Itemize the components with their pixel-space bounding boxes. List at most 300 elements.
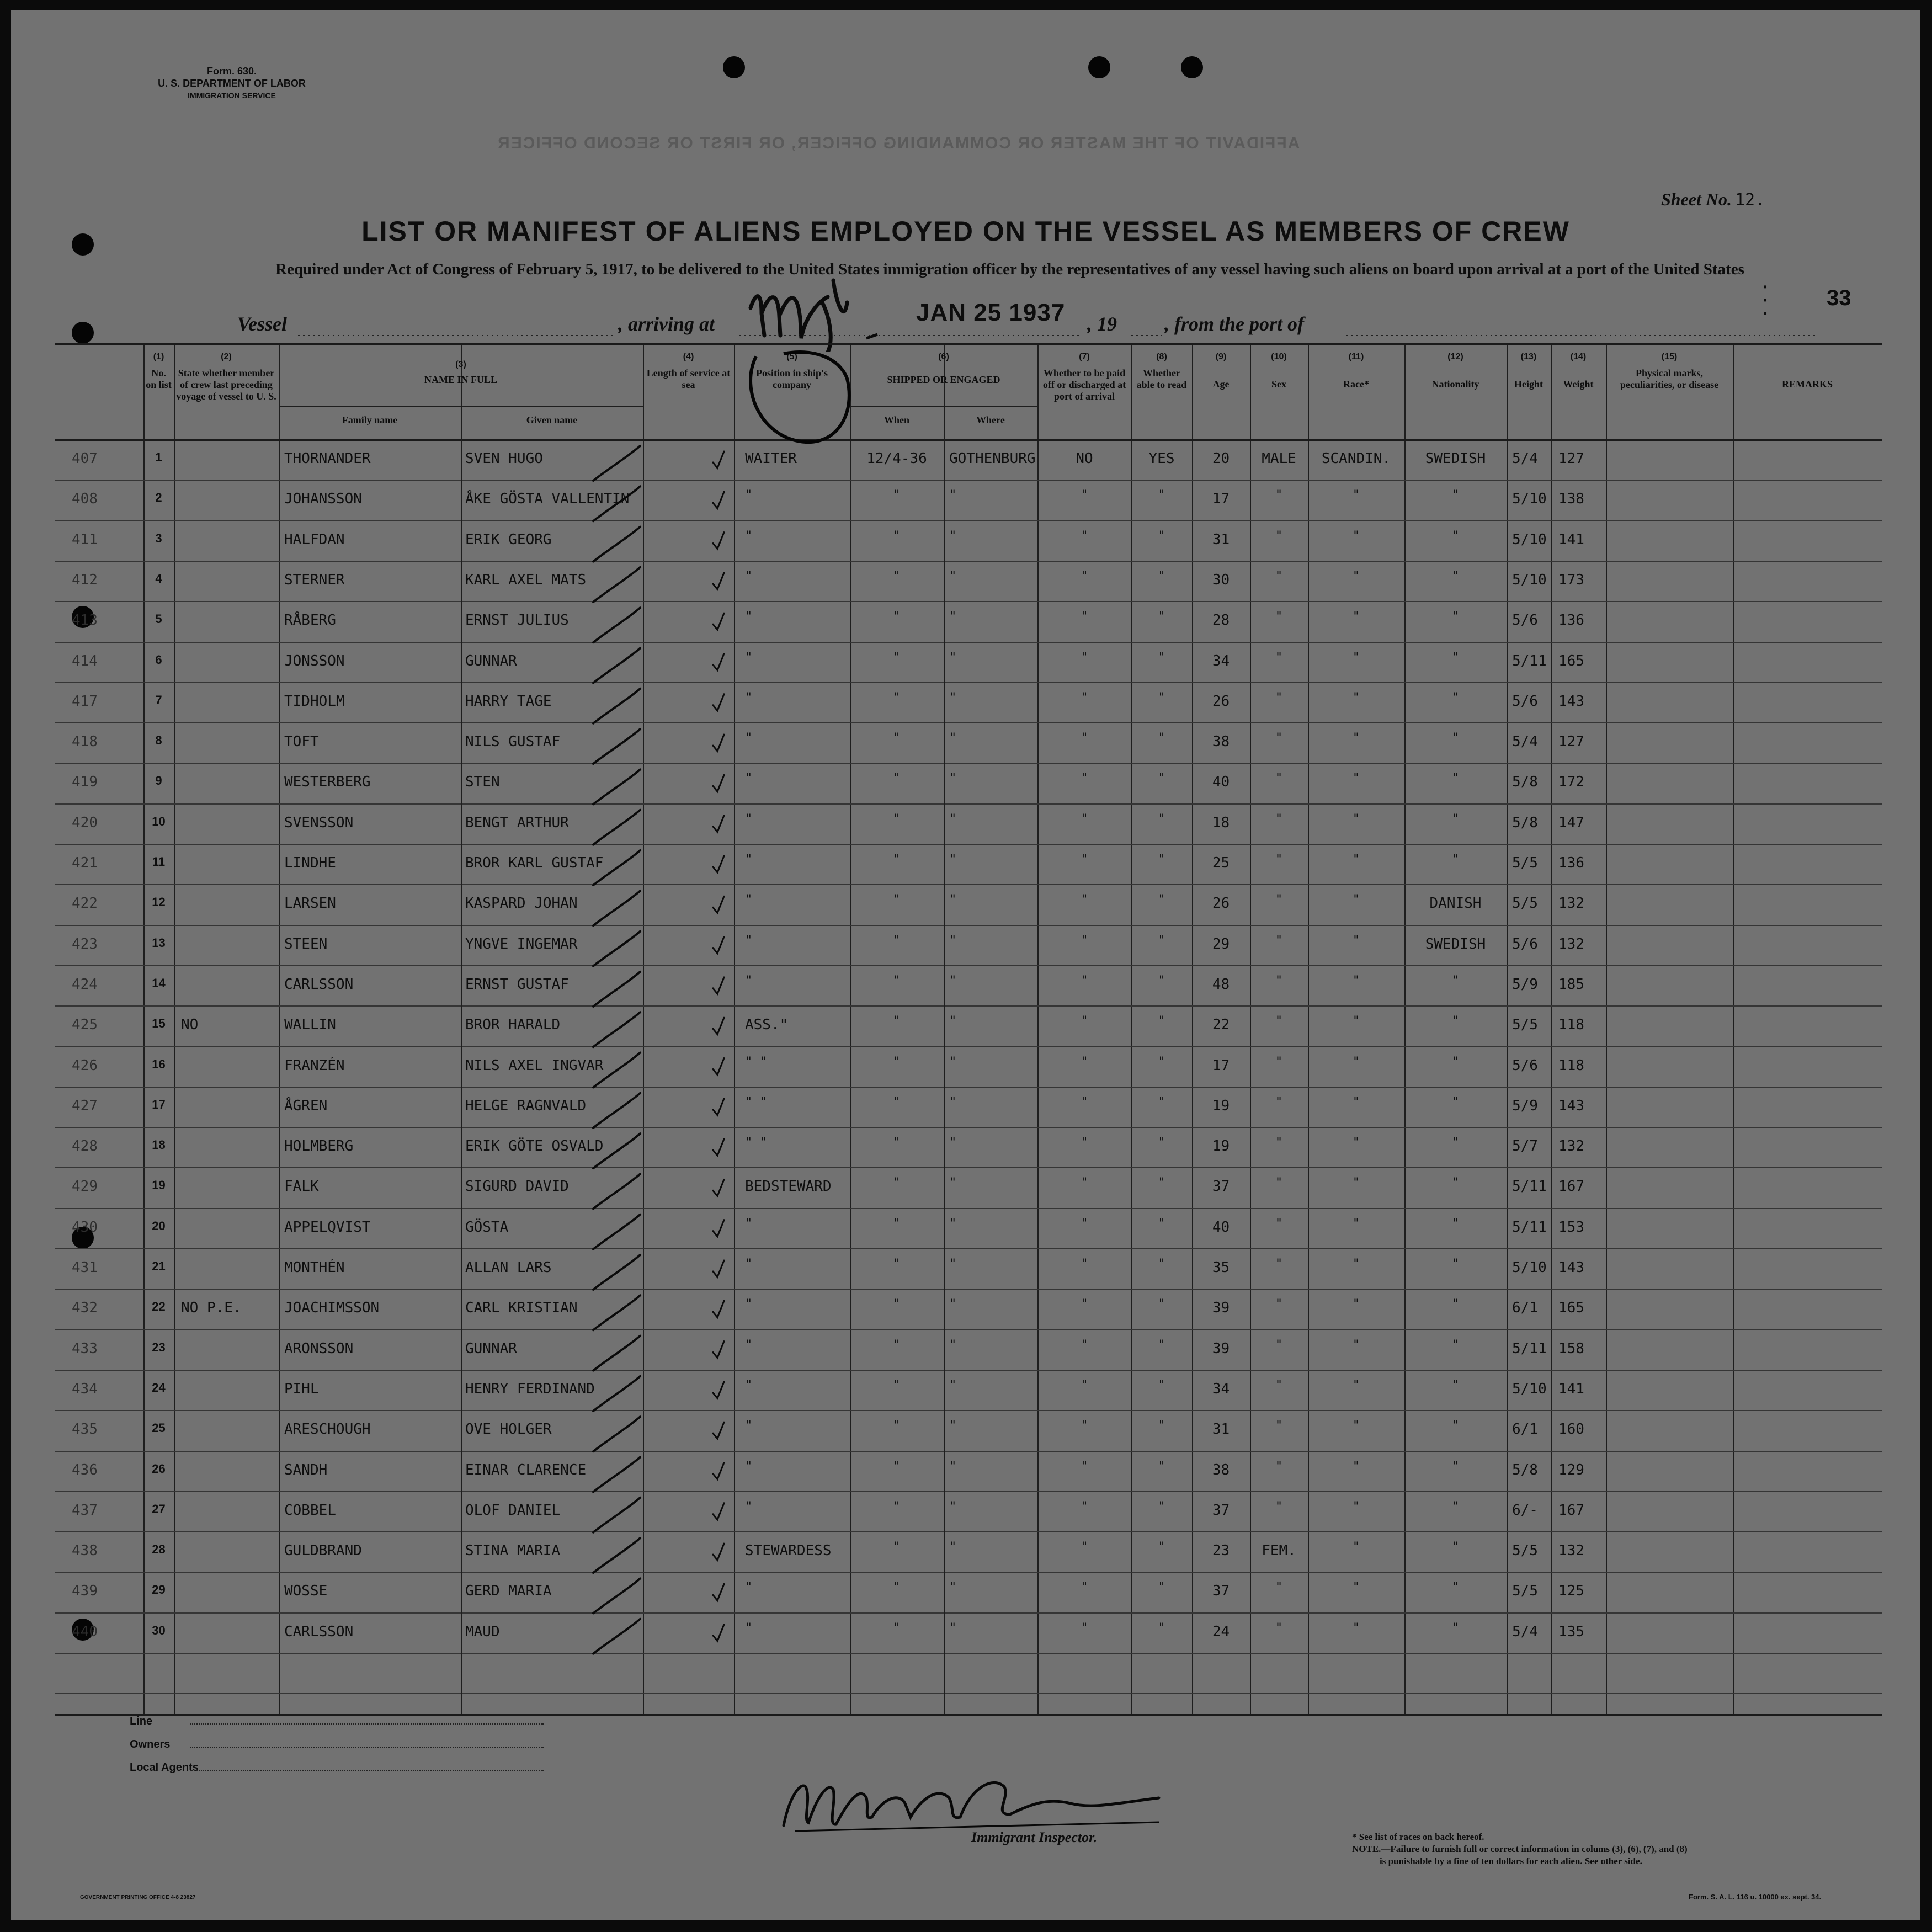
cell-height: 5/6 bbox=[1512, 1057, 1538, 1074]
tick-mark bbox=[713, 1058, 724, 1075]
sheet-number bbox=[1661, 189, 1765, 210]
manifest-line-number: 438 bbox=[72, 1542, 98, 1560]
cell-paid: " bbox=[1081, 569, 1088, 583]
cell-read: " bbox=[1158, 690, 1165, 705]
cell-family: CARLSSON bbox=[284, 1623, 354, 1640]
cell-where: " bbox=[949, 853, 957, 866]
tick-mark bbox=[713, 735, 724, 751]
column-header: SHIPPED OR ENGAGED bbox=[887, 374, 1000, 385]
punch-hole bbox=[1181, 56, 1203, 78]
cell-where: " bbox=[949, 1499, 957, 1514]
tick-mark bbox=[713, 1463, 724, 1479]
cell-sex: " bbox=[1275, 812, 1283, 826]
cell-age: 40 bbox=[1212, 1218, 1230, 1236]
cell-no: 14 bbox=[152, 976, 166, 990]
cell-paid: " bbox=[1081, 1136, 1088, 1150]
cell-paid: " bbox=[1081, 853, 1088, 866]
cell-position: " bbox=[745, 1419, 753, 1433]
cell-sex: " bbox=[1275, 933, 1283, 948]
cell-family: TOFT bbox=[284, 733, 319, 751]
column-number: (11) bbox=[1348, 352, 1364, 361]
cell-given: BROR KARL GUSTAF bbox=[465, 855, 604, 871]
footnotes bbox=[1352, 1831, 1688, 1867]
cell-height: 5/5 bbox=[1512, 1583, 1538, 1600]
cell-family: APPELQVIST bbox=[284, 1218, 371, 1236]
cell-weight: 185 bbox=[1558, 976, 1584, 993]
tick-mark bbox=[713, 775, 724, 791]
cell-nationality: " bbox=[1451, 488, 1460, 503]
cell-paid: " bbox=[1081, 1419, 1088, 1433]
cell-no: 17 bbox=[152, 1097, 166, 1111]
cell-family: RÅBERG bbox=[284, 612, 336, 629]
department-name: U. S. DEPARTMENT OF LABOR bbox=[158, 78, 306, 89]
cell-sex: " bbox=[1275, 1176, 1283, 1190]
tick-mark bbox=[713, 613, 724, 630]
cell-given: GERD MARIA bbox=[465, 1583, 552, 1600]
cell-no: 22 bbox=[152, 1300, 166, 1314]
manifest-line-number: 439 bbox=[72, 1583, 98, 1600]
cell-when: " bbox=[893, 973, 901, 988]
printer-imprint: GOVERNMENT PRINTING OFFICE 4-8 23827 bbox=[80, 1894, 196, 1901]
manifest-line-number: 433 bbox=[72, 1340, 98, 1357]
cell-age: 24 bbox=[1212, 1623, 1230, 1640]
cell-race: SCANDIN. bbox=[1321, 450, 1391, 467]
cell-where: " bbox=[949, 933, 957, 948]
tick-mark bbox=[713, 1260, 724, 1277]
column-header: Age bbox=[1212, 379, 1230, 390]
from-port-label: , from the port of bbox=[1164, 313, 1305, 335]
cell-height: 5/4 bbox=[1512, 450, 1538, 467]
department-header bbox=[141, 65, 323, 102]
cell-race: " bbox=[1352, 1014, 1360, 1029]
cell-nationality: " bbox=[1451, 1014, 1460, 1029]
cell-given: KARL AXEL MATS bbox=[465, 571, 587, 588]
cell-age: 23 bbox=[1212, 1542, 1230, 1560]
cell-weight: 132 bbox=[1558, 895, 1584, 912]
cell-age: 31 bbox=[1212, 1421, 1230, 1438]
cell-when: " bbox=[893, 1580, 901, 1595]
tick-mark bbox=[713, 1018, 724, 1034]
cell-weight: 136 bbox=[1558, 612, 1584, 629]
cell-no: 26 bbox=[152, 1461, 166, 1476]
cell-paid: " bbox=[1081, 893, 1088, 907]
cell-family: FALK bbox=[284, 1178, 319, 1195]
cell-paid: " bbox=[1081, 1580, 1088, 1595]
column-number: (12) bbox=[1447, 352, 1463, 361]
sheet-number-value: 12. bbox=[1735, 190, 1765, 210]
cell-family: SANDH bbox=[284, 1461, 328, 1478]
column-number: (10) bbox=[1271, 352, 1287, 361]
cell-when: " bbox=[893, 1257, 901, 1271]
cell-race: " bbox=[1352, 893, 1360, 907]
tick-mark bbox=[713, 1422, 724, 1439]
cell-read: " bbox=[1158, 1580, 1165, 1595]
cell-family: JONSSON bbox=[284, 652, 345, 669]
column-number: (6) bbox=[938, 352, 949, 361]
cell-when: " bbox=[893, 1136, 901, 1150]
cell-no: 5 bbox=[155, 612, 162, 626]
footnote-races: * See list of races on back hereof. bbox=[1352, 1832, 1484, 1842]
cell-paid: " bbox=[1081, 933, 1088, 948]
cell-sex: " bbox=[1275, 610, 1283, 624]
column-header: State whether member of crew last preceding voyage of vessel to U. S. bbox=[176, 368, 276, 402]
cell-position: " bbox=[745, 771, 753, 786]
cell-given: BENGT ARTHUR bbox=[465, 814, 569, 831]
cell-position: WAITER bbox=[745, 450, 797, 467]
cell-position: BEDSTEWARD bbox=[745, 1178, 832, 1195]
cell-nationality: " bbox=[1451, 1136, 1460, 1150]
cell-age: 37 bbox=[1212, 1583, 1230, 1600]
cell-read: " bbox=[1158, 569, 1165, 583]
cell-race: " bbox=[1352, 690, 1360, 705]
cell-prev: NO bbox=[181, 1016, 199, 1034]
manifest-line-number: 426 bbox=[72, 1057, 98, 1074]
cell-position: " bbox=[745, 1459, 753, 1473]
sheet-number-label: Sheet No. bbox=[1661, 189, 1732, 209]
cell-height: 5/11 bbox=[1512, 652, 1547, 669]
cell-where: " bbox=[949, 1580, 957, 1595]
cell-read: " bbox=[1158, 731, 1165, 746]
cell-height: 5/4 bbox=[1512, 1623, 1538, 1640]
cell-height: 5/6 bbox=[1512, 693, 1538, 710]
inspector-label: Immigrant Inspector. bbox=[971, 1829, 1098, 1845]
cell-no: 29 bbox=[152, 1583, 166, 1597]
cell-race: " bbox=[1352, 1216, 1360, 1231]
cell-paid: " bbox=[1081, 1297, 1088, 1312]
cell-position: " bbox=[745, 690, 753, 705]
cell-race: " bbox=[1352, 610, 1360, 624]
cell-nationality: " bbox=[1451, 1095, 1460, 1109]
cell-family: THORNANDER bbox=[284, 450, 371, 467]
cell-family: FRANZÉN bbox=[284, 1057, 345, 1074]
handwritten-port-mark bbox=[739, 269, 922, 352]
cell-weight: 172 bbox=[1558, 774, 1584, 791]
cell-sex: " bbox=[1275, 1499, 1283, 1514]
cell-weight: 135 bbox=[1558, 1623, 1584, 1640]
column-header: Where bbox=[976, 414, 1005, 425]
cell-nationality: " bbox=[1451, 1459, 1460, 1473]
cell-family: ÅGREN bbox=[284, 1097, 328, 1114]
cell-read: " bbox=[1158, 1419, 1165, 1433]
cell-sex: " bbox=[1275, 731, 1283, 746]
cell-paid: " bbox=[1081, 610, 1088, 624]
cell-read: " bbox=[1158, 1297, 1165, 1312]
cell-where: " bbox=[949, 1338, 957, 1352]
cell-age: 28 bbox=[1212, 612, 1230, 629]
tick-mark bbox=[713, 1301, 724, 1317]
cell-given: STINA MARIA bbox=[465, 1542, 561, 1560]
cell-position: " bbox=[745, 731, 753, 746]
column-header: Physical marks, peculiarities, or disease bbox=[1620, 368, 1719, 390]
cell-read: " bbox=[1158, 1095, 1165, 1109]
cell-read: " bbox=[1158, 1378, 1165, 1392]
cell-weight: 143 bbox=[1558, 1259, 1584, 1276]
column-header: No. on list bbox=[146, 368, 172, 390]
manifest-line-number: 417 bbox=[72, 693, 98, 710]
cell-weight: 138 bbox=[1558, 491, 1584, 508]
cell-where: " bbox=[949, 1257, 957, 1271]
owners-field: Owners bbox=[130, 1733, 544, 1756]
cell-when: " bbox=[893, 529, 901, 543]
cell-height: 5/8 bbox=[1512, 774, 1538, 791]
cell-family: LARSEN bbox=[284, 895, 336, 912]
cell-given: GUNNAR bbox=[465, 1340, 517, 1357]
cell-position: " bbox=[745, 1257, 753, 1271]
manifest-line-number: 418 bbox=[72, 733, 98, 751]
cell-race: " bbox=[1352, 973, 1360, 988]
cell-given: ALLAN LARS bbox=[465, 1259, 552, 1276]
cell-race: " bbox=[1352, 1540, 1360, 1555]
cell-age: 19 bbox=[1212, 1138, 1230, 1155]
cell-given: BROR HARALD bbox=[465, 1016, 561, 1034]
manifest-line-number: 428 bbox=[72, 1138, 98, 1155]
cell-read: " bbox=[1158, 1014, 1165, 1029]
cell-nationality: " bbox=[1451, 812, 1460, 826]
cell-weight: 165 bbox=[1558, 652, 1584, 669]
cell-sex: " bbox=[1275, 853, 1283, 866]
cell-family: STERNER bbox=[284, 571, 345, 588]
tick-mark bbox=[713, 1179, 724, 1196]
punch-hole bbox=[1088, 56, 1110, 78]
document-title: LIST OR MANIFEST OF ALIENS EMPLOYED ON THE VESSEL AS MEMBERS OF CREW bbox=[361, 216, 1570, 247]
cell-given: ERNST JULIUS bbox=[465, 612, 569, 629]
cell-age: 38 bbox=[1212, 733, 1230, 751]
cell-read: " bbox=[1158, 1216, 1165, 1231]
column-number: (2) bbox=[221, 352, 232, 361]
cell-nationality: " bbox=[1451, 731, 1460, 746]
cell-age: 17 bbox=[1212, 1057, 1230, 1074]
column-number: (7) bbox=[1079, 352, 1090, 361]
document-subtitle: Required under Act of Congress of February 5, 1917, to be delivered to the United States immigration officer by the representatives of any vessel having such aliens on board upon arrival at a port of the United States bbox=[275, 260, 1744, 278]
cell-read: " bbox=[1158, 1459, 1165, 1473]
cell-age: 37 bbox=[1212, 1178, 1230, 1195]
cell-height: 5/4 bbox=[1512, 733, 1538, 751]
cell-weight: 136 bbox=[1558, 855, 1584, 871]
cell-height: 5/5 bbox=[1512, 1016, 1538, 1034]
cell-where: GOTHENBURG bbox=[949, 450, 1036, 467]
cell-nationality: " bbox=[1451, 1540, 1460, 1555]
cell-given: SVEN HUGO bbox=[465, 450, 543, 467]
cell-where: " bbox=[949, 812, 957, 826]
cell-where: " bbox=[949, 529, 957, 543]
manifest-line-number: 435 bbox=[72, 1421, 98, 1438]
cell-family: WOSSE bbox=[284, 1583, 328, 1600]
cell-read: " bbox=[1158, 1499, 1165, 1514]
cell-given: OVE HOLGER bbox=[465, 1421, 552, 1438]
cell-height: 5/9 bbox=[1512, 1097, 1538, 1114]
cell-nationality: DANISH bbox=[1429, 895, 1482, 912]
cell-sex: " bbox=[1275, 1136, 1283, 1150]
circled-header-mark bbox=[751, 352, 849, 442]
cell-age: 39 bbox=[1212, 1300, 1230, 1317]
cell-no: 7 bbox=[155, 693, 162, 707]
tick-mark bbox=[713, 977, 724, 994]
form-label: Form. 630. bbox=[206, 66, 257, 77]
cell-weight: 132 bbox=[1558, 935, 1584, 952]
cell-when: " bbox=[893, 1419, 901, 1433]
cell-paid: " bbox=[1081, 1257, 1088, 1271]
cell-height: 6/1 bbox=[1512, 1300, 1538, 1317]
tick-mark bbox=[713, 1099, 724, 1115]
column-header: Given name bbox=[526, 414, 578, 425]
tick-mark bbox=[713, 1544, 724, 1560]
service-name: IMMIGRATION SERVICE bbox=[188, 91, 276, 100]
cell-no: 21 bbox=[152, 1259, 166, 1273]
cell-no: 19 bbox=[152, 1178, 166, 1193]
cell-nationality: SWEDISH bbox=[1425, 935, 1486, 952]
cell-where: " bbox=[949, 1014, 957, 1029]
cell-paid: " bbox=[1081, 1499, 1088, 1514]
cell-weight: 141 bbox=[1558, 531, 1584, 548]
manifest-line-number: 414 bbox=[72, 652, 98, 669]
cell-weight: 118 bbox=[1558, 1016, 1584, 1034]
cell-sex: " bbox=[1275, 690, 1283, 705]
column-header: Whether to be paid off or discharged at port of arrival bbox=[1042, 368, 1126, 402]
cell-sex: " bbox=[1275, 529, 1283, 543]
column-number: (4) bbox=[683, 352, 694, 361]
manifest-line-number: 422 bbox=[72, 895, 98, 912]
cell-given: ERIK GEORG bbox=[465, 531, 552, 548]
cell-age: 18 bbox=[1212, 814, 1230, 831]
cell-age: 30 bbox=[1212, 571, 1230, 588]
cell-prev: NO P.E. bbox=[181, 1300, 242, 1317]
cell-given: SIGURD DAVID bbox=[465, 1178, 569, 1195]
cell-height: 5/6 bbox=[1512, 935, 1538, 952]
cell-sex: " bbox=[1275, 488, 1283, 503]
cell-given: EINAR CLARENCE bbox=[465, 1461, 587, 1478]
cell-race: " bbox=[1352, 1338, 1360, 1352]
cell-paid: " bbox=[1081, 973, 1088, 988]
cell-where: " bbox=[949, 1176, 957, 1190]
cell-position: STEWARDESS bbox=[745, 1542, 832, 1560]
cell-weight: 141 bbox=[1558, 1380, 1584, 1397]
cell-when: " bbox=[893, 1297, 901, 1312]
cell-when: " bbox=[893, 1621, 901, 1635]
cell-nationality: " bbox=[1451, 1621, 1460, 1635]
manifest-line-number: 437 bbox=[72, 1502, 98, 1519]
column-header: Position in ship's company bbox=[755, 368, 828, 390]
cell-read: " bbox=[1158, 1257, 1165, 1271]
cell-race: " bbox=[1352, 933, 1360, 948]
cell-position: " bbox=[745, 853, 753, 866]
column-number: (9) bbox=[1215, 352, 1227, 361]
cell-no: 20 bbox=[152, 1218, 166, 1233]
cell-where: " bbox=[949, 1136, 957, 1150]
cell-weight: 147 bbox=[1558, 814, 1584, 831]
manifest-line-number: 425 bbox=[72, 1016, 98, 1034]
manifest-line-number: 423 bbox=[72, 935, 98, 952]
manifest-line-number: 413 bbox=[72, 612, 98, 629]
cell-position: " bbox=[745, 973, 753, 988]
tick-mark bbox=[713, 896, 724, 913]
cell-paid: NO bbox=[1076, 450, 1093, 467]
cell-read: " bbox=[1158, 933, 1165, 948]
cell-when: " bbox=[893, 1338, 901, 1352]
cell-family: SVENSSON bbox=[284, 814, 354, 831]
cell-family: GULDBRAND bbox=[284, 1542, 362, 1560]
tick-mark bbox=[713, 573, 724, 589]
cell-where: " bbox=[949, 1216, 957, 1231]
cell-position: " " bbox=[745, 1095, 767, 1109]
cell-position: " bbox=[745, 1378, 753, 1392]
cell-nationality: " bbox=[1451, 1338, 1460, 1352]
cell-weight: 167 bbox=[1558, 1502, 1584, 1519]
cell-nationality: " bbox=[1451, 1378, 1460, 1392]
cell-age: 48 bbox=[1212, 976, 1230, 993]
cell-sex: " bbox=[1275, 1257, 1283, 1271]
tick-mark bbox=[713, 1625, 724, 1641]
cell-where: " bbox=[949, 731, 957, 746]
cell-no: 3 bbox=[155, 531, 162, 545]
column-header: Nationality bbox=[1431, 379, 1479, 390]
cell-position: " bbox=[745, 488, 753, 503]
tick-mark bbox=[713, 1382, 724, 1398]
cell-nationality: " bbox=[1451, 1216, 1460, 1231]
tick-mark bbox=[713, 856, 724, 872]
cell-weight: 167 bbox=[1558, 1178, 1584, 1195]
form-imprint: Form. S. A. L. 116 u. 10000 ex. sept. 34. bbox=[1689, 1893, 1822, 1901]
cell-where: " bbox=[949, 1540, 957, 1555]
manifest-line-number: 412 bbox=[72, 571, 98, 588]
cell-read: " bbox=[1158, 973, 1165, 988]
tick-mark bbox=[713, 533, 724, 549]
cell-no: 24 bbox=[152, 1380, 166, 1395]
cell-read: " bbox=[1158, 893, 1165, 907]
cell-when: " bbox=[893, 771, 901, 786]
cell-family: PIHL bbox=[284, 1380, 319, 1397]
cell-position: " bbox=[745, 933, 753, 948]
cell-age: 17 bbox=[1212, 491, 1230, 508]
cell-position: " bbox=[745, 1580, 753, 1595]
footnote-note: NOTE.—Failure to furnish full or correct information in colums (3), (6), (7), and (8) bbox=[1352, 1844, 1688, 1854]
tick-mark bbox=[713, 1503, 724, 1520]
cell-read: " bbox=[1158, 1338, 1165, 1352]
cell-family: JOACHIMSSON bbox=[284, 1300, 380, 1317]
tick-mark bbox=[713, 694, 724, 711]
cell-no: 30 bbox=[152, 1623, 166, 1637]
vessel-label: Vessel bbox=[237, 313, 287, 335]
manifest-line-number: 434 bbox=[72, 1380, 98, 1397]
arriving-label: , arriving at bbox=[618, 313, 715, 335]
cell-age: 37 bbox=[1212, 1502, 1230, 1519]
cell-height: 5/11 bbox=[1512, 1340, 1547, 1357]
bleed-through-text: AFFIDAVIT OF THE MASTER OR COMMANDING OFFICER, OR FIRST OR SECOND OFFICER bbox=[497, 134, 1300, 152]
cell-family: HALFDAN bbox=[284, 531, 345, 548]
cell-race: " bbox=[1352, 1621, 1360, 1635]
cell-paid: " bbox=[1081, 1216, 1088, 1231]
cell-position: ASS." bbox=[745, 1016, 789, 1034]
cell-when: " bbox=[893, 893, 901, 907]
cell-read: YES bbox=[1148, 450, 1175, 467]
cell-family: TIDHOLM bbox=[284, 693, 345, 710]
manifest-line-number: 429 bbox=[72, 1178, 98, 1195]
cell-given: MAUD bbox=[465, 1623, 500, 1640]
cell-paid: " bbox=[1081, 812, 1088, 826]
cell-paid: " bbox=[1081, 529, 1088, 543]
cell-weight: 173 bbox=[1558, 571, 1584, 588]
cell-where: " bbox=[949, 1419, 957, 1433]
cell-where: " bbox=[949, 893, 957, 907]
cell-when: " bbox=[893, 650, 901, 664]
line-field: Line bbox=[130, 1710, 544, 1733]
cell-weight: 143 bbox=[1558, 693, 1584, 710]
cell-nationality: " bbox=[1451, 650, 1460, 664]
cell-family: COBBEL bbox=[284, 1502, 336, 1519]
column-number: (3) bbox=[455, 360, 466, 369]
manifest-line-number: 421 bbox=[72, 855, 98, 871]
cell-position: " bbox=[745, 893, 753, 907]
cell-paid: " bbox=[1081, 1459, 1088, 1473]
